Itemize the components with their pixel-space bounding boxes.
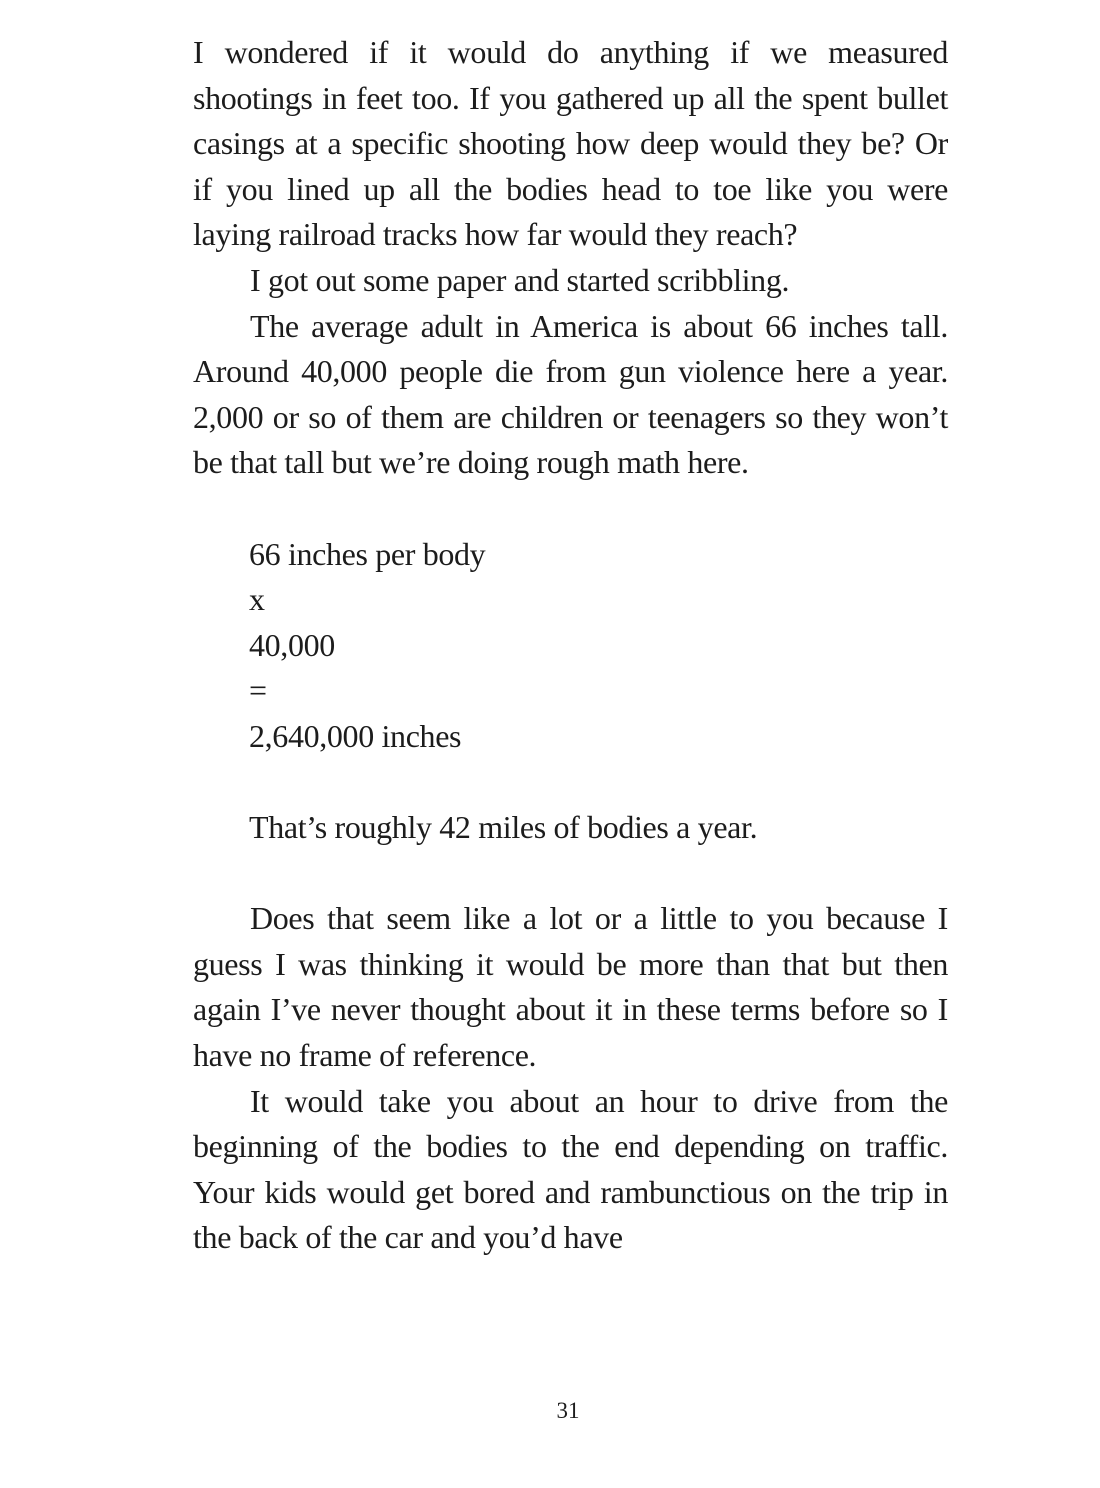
calc-operator-equals: =: [249, 672, 267, 709]
calc-result: 2,640,000 inches: [249, 717, 462, 754]
calc-line-count: 40,000: [249, 626, 335, 663]
page-body: [193, 30, 948, 1261]
calculation-block: [193, 532, 948, 760]
spacer: [193, 760, 948, 806]
spacer: [193, 486, 948, 532]
paragraph-average-adult: The average adult in America is about 66 inches tall. Around 40,000 people die from gun violence here a year. 2,000 or so of them are children or teenagers so they won’t be that tall but we’re doing rough math here.: [193, 307, 948, 481]
paragraph-scribbling: I got out some paper and started scribbling.: [250, 261, 790, 298]
conclusion-block: [193, 805, 948, 851]
page-number: 31: [556, 1398, 580, 1423]
calc-operator-multiply: x: [249, 581, 265, 618]
paragraph-frame-of-reference: Does that seem like a lot or a little to you because I guess I was thinking it would be more than that but then again I’ve never thought about it in these terms before so I have no frame of reference.: [193, 900, 948, 1074]
paragraph-drive-hour: It would take you about an hour to drive from the beginning of the bodies to the end depending on traffic. Your kids would get bored and rambunctious on the trip in the back of the car and you’d have: [193, 1082, 948, 1256]
spacer: [193, 851, 948, 897]
paragraph-measuring-shootings: I wondered if it would do anything if we measured shootings in feet too. If you gathered up all the spent bullet casings at a specific shooting how deep would they be? Or if you lined up all the bodies head to toe like you were laying railroad tracks how far would they reach?: [193, 34, 948, 253]
conclusion-text: That’s roughly 42 miles of bodies a year.: [249, 809, 758, 846]
calc-line-inches-per-body: 66 inches per body: [249, 535, 486, 572]
